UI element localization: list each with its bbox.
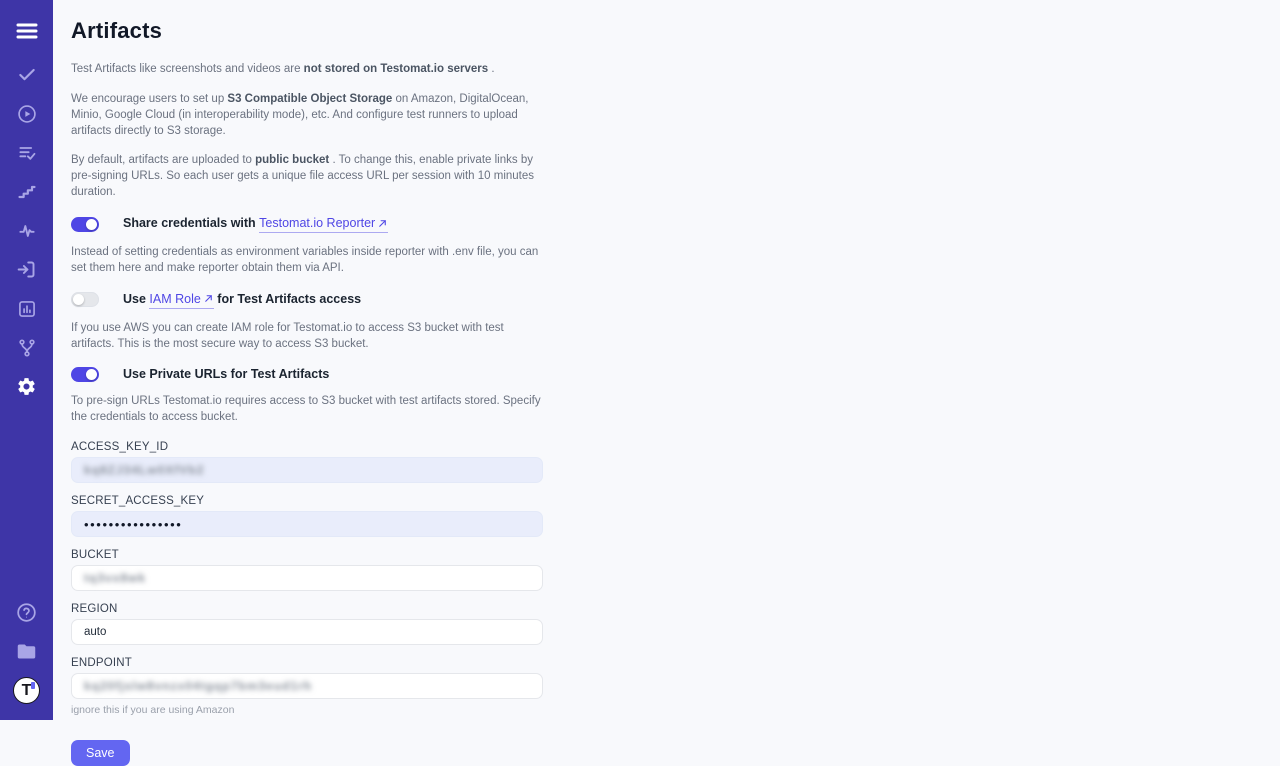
share-credentials-toggle[interactable] <box>71 217 99 232</box>
access-key-id-input[interactable] <box>71 457 543 483</box>
iam-role-link[interactable]: IAM Role <box>149 291 213 309</box>
toggle-knob <box>86 369 97 380</box>
secret-access-key-group <box>71 494 543 537</box>
access-key-id-label: ACCESS_KEY_ID <box>71 441 169 454</box>
save-button[interactable]: Save <box>71 740 130 766</box>
sidebar-item-settings[interactable] <box>7 367 46 406</box>
sidebar-item-import[interactable] <box>7 250 46 289</box>
share-credentials-label: Share credentials with Testomat.io Reporter <box>123 215 388 233</box>
bucket-label: BUCKET <box>71 549 119 562</box>
iam-role-label: Use IAM Role for Test Artifacts access <box>123 291 361 309</box>
iam-role-toggle-row <box>71 291 543 309</box>
activity-icon <box>17 221 37 241</box>
logo-accent <box>31 682 35 689</box>
access-key-id-group <box>71 440 543 483</box>
logo-avatar <box>13 677 40 704</box>
region-group <box>71 602 543 645</box>
testomat-reporter-link[interactable]: Testomat.io Reporter <box>259 215 388 233</box>
external-link-icon <box>377 218 388 229</box>
main-content <box>53 0 1280 761</box>
toggle-knob <box>73 294 84 305</box>
sidebar-item-tests[interactable] <box>7 55 46 94</box>
private-urls-toggle[interactable] <box>71 367 99 382</box>
sidebar-item-milestones[interactable] <box>7 172 46 211</box>
private-urls-label: Use Private URLs for Test Artifacts <box>123 367 330 382</box>
bucket-group <box>71 548 543 591</box>
check-icon <box>17 65 37 85</box>
play-circle-icon <box>17 104 37 124</box>
password-dots: •••••••••••••••• <box>84 516 183 532</box>
sidebar-nav <box>7 55 46 406</box>
gear-icon <box>16 376 37 397</box>
iam-role-desc: If you use AWS you can create IAM role for Testomat.io to access S3 bucket with test artifacts. This is the most secure way to access S3 bucket. <box>71 321 504 350</box>
sidebar-item-plans[interactable] <box>7 133 46 172</box>
toggle-knob <box>86 219 97 230</box>
s3-credentials-form <box>71 440 543 766</box>
region-value: auto <box>84 626 107 639</box>
bar-chart-icon <box>17 299 37 319</box>
import-icon <box>16 259 37 280</box>
share-credentials-desc: Instead of setting credentials as environment variables inside reporter with .env file, you can set them here and make reporter obtain them via API. <box>71 246 539 274</box>
external-link-icon <box>203 293 214 304</box>
region-input[interactable] <box>71 619 543 645</box>
region-label: REGION <box>71 603 118 616</box>
intro-paragraph-3: By default, artifacts are uploaded to public bucket . To change this, enable private links by pre-signing URLs. So each user gets a unique file access URL per session with 10 minutes duration. <box>71 154 535 199</box>
help-button[interactable] <box>7 593 46 632</box>
share-credentials-toggle-row <box>71 215 543 233</box>
secret-access-key-label: SECRET_ACCESS_KEY <box>71 495 205 508</box>
logo-letter: T <box>21 681 32 699</box>
bucket-input[interactable] <box>71 565 543 591</box>
branch-icon <box>17 338 37 358</box>
projects-button[interactable] <box>7 632 46 671</box>
endpoint-label: ENDPOINT <box>71 657 133 670</box>
intro-paragraph-2: We encourage users to set up S3 Compatible Object Storage on Amazon, DigitalOcean, Minio, Google Cloud (in interoperability mode), etc. And configure test runners to upload artifacts directly to S3 storage. <box>71 92 529 137</box>
account-avatar[interactable] <box>7 671 46 710</box>
menu-button[interactable] <box>15 19 39 43</box>
sidebar <box>0 0 53 720</box>
page-title: Artifacts <box>71 18 163 43</box>
endpoint-input[interactable] <box>71 673 543 699</box>
redacted-value: kq8ZJ34Lw0XfVb2 <box>84 463 205 478</box>
sidebar-item-runs[interactable] <box>7 94 46 133</box>
endpoint-helper-text: ignore this if you are using Amazon <box>71 704 235 717</box>
steps-icon <box>17 182 37 202</box>
private-urls-toggle-row <box>71 366 543 382</box>
sidebar-bottom <box>7 593 46 710</box>
redacted-value: tq3vx8wk <box>84 571 147 586</box>
private-urls-desc: To pre-sign URLs Testomat.io requires access to S3 bucket with test artifacts stored. Specify the credentials to access bucket. <box>71 395 541 424</box>
folder-icon <box>16 641 37 662</box>
menu-icon <box>16 22 38 40</box>
sidebar-item-branches[interactable] <box>7 328 46 367</box>
sidebar-item-analytics[interactable] <box>7 289 46 328</box>
secret-access-key-input[interactable] <box>71 511 543 537</box>
iam-role-toggle[interactable] <box>71 292 99 307</box>
endpoint-group <box>71 656 543 716</box>
sidebar-item-pulse[interactable] <box>7 211 46 250</box>
list-check-icon <box>17 143 37 163</box>
redacted-value: kq20fjslw8vnzx04tgqp7bm3eud1rh <box>84 679 313 694</box>
question-circle-icon <box>16 602 37 623</box>
intro-paragraph-1: Test Artifacts like screenshots and videos are not stored on Testomat.io servers . <box>71 63 495 75</box>
